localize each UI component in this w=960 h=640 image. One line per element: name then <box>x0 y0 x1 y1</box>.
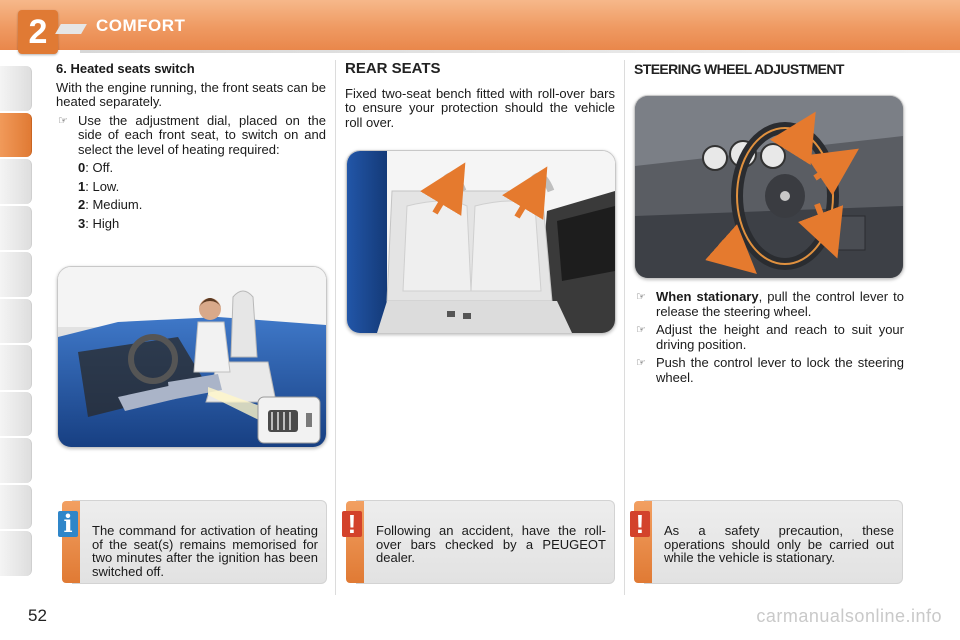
steering-section-heading <box>634 62 904 87</box>
chapter-tab-7[interactable] <box>0 345 32 390</box>
pointing-hand-icon: ☞ <box>636 291 646 303</box>
steering-bullet-2: ☞ Adjust the height and reach to suit your driving position. <box>636 322 904 352</box>
steering-bullet-3: ☞ Push the control lever to lock the steering wheel. <box>636 355 904 385</box>
chapter-tab-4[interactable] <box>0 206 32 251</box>
rear-seats-illustration <box>346 150 616 334</box>
info-icon: i <box>58 511 78 537</box>
steering-bullet-1: ☞ When stationary, pull the control lever to release the steering wheel. <box>636 289 904 319</box>
chapter-tab-2-active[interactable] <box>0 113 32 158</box>
heating-levels-list <box>56 161 326 231</box>
rear-seats-section <box>345 62 615 130</box>
heating-level-item: 3: High <box>78 215 120 231</box>
chapter-tab-5[interactable] <box>0 252 32 297</box>
column-divider <box>624 60 625 595</box>
chapter-tab-11[interactable] <box>0 531 32 576</box>
steering-bullet-lead: When stationary <box>656 289 759 304</box>
warning-note-stationary-text: As a safety precaution, these operations should only be carried out while the vehicle is stationary. <box>664 523 894 565</box>
steering-instructions <box>634 286 904 385</box>
warning-note-accident <box>347 500 615 584</box>
warning-note-stationary <box>635 500 903 584</box>
heating-level-item: 0: Off. <box>78 160 114 175</box>
chapter-number-badge: 2 <box>18 10 58 54</box>
chapter-notch <box>55 24 87 34</box>
heated-seats-bullet-text: Use the adjustment dial, placed on the side of each front seat, to switch on and select the level of heating required: <box>78 112 326 157</box>
chapter-header <box>0 0 960 50</box>
steering-title: STEERING WHEEL ADJUSTMENT <box>634 61 844 77</box>
rear-seats-body: Fixed two-seat bench fitted with roll-over bars to ensure your protection should the vehicle roll over. <box>345 85 615 130</box>
rear-seats-drawing <box>347 151 615 333</box>
warning-icon: ! <box>630 511 650 537</box>
pointing-hand-icon: ☞ <box>636 324 646 336</box>
chapter-tab-9[interactable] <box>0 438 32 483</box>
pointing-hand-icon: ☞ <box>636 357 646 369</box>
warning-icon: ! <box>342 511 362 537</box>
column-divider <box>335 60 336 595</box>
heated-seats-bullet <box>56 114 326 158</box>
page-number: 52 <box>28 606 47 625</box>
heating-level-item: 2: Medium. <box>78 197 143 212</box>
heated-seat-illustration <box>57 266 327 448</box>
rear-seats-title: REAR SEATS <box>345 60 441 77</box>
info-note-text: The command for activation of heating of the seat(s) remains memorised for two minutes after the ignition has been switched off. <box>92 523 318 579</box>
heating-level-item: 1: Low. <box>78 178 120 194</box>
watermark: carmanualsonline.info <box>756 606 942 626</box>
chapter-tab-10[interactable] <box>0 485 32 530</box>
steering-wheel-illustration <box>634 95 904 279</box>
chapter-title: COMFORT <box>96 16 186 35</box>
chapter-tabs <box>0 66 32 576</box>
chapter-tab-8[interactable] <box>0 392 32 437</box>
heated-seat-drawing <box>58 267 326 447</box>
chapter-tab-3[interactable] <box>0 159 32 204</box>
pointing-hand-icon: ☞ <box>58 114 68 127</box>
warning-note-accident-text: Following an accident, have the roll-over bars checked by a PEUGEOT dealer. <box>376 523 606 565</box>
chapter-tab-1[interactable] <box>0 66 32 111</box>
chapter-tab-6[interactable] <box>0 299 32 344</box>
heated-seats-intro: With the engine running, the front seats can be heated separately. <box>56 79 326 109</box>
header-underline <box>80 50 960 53</box>
info-note <box>63 500 327 584</box>
steering-wheel-drawing <box>635 96 903 278</box>
heated-seats-heading: 6. Heated seats switch <box>56 61 195 76</box>
heated-seats-section <box>56 62 326 235</box>
